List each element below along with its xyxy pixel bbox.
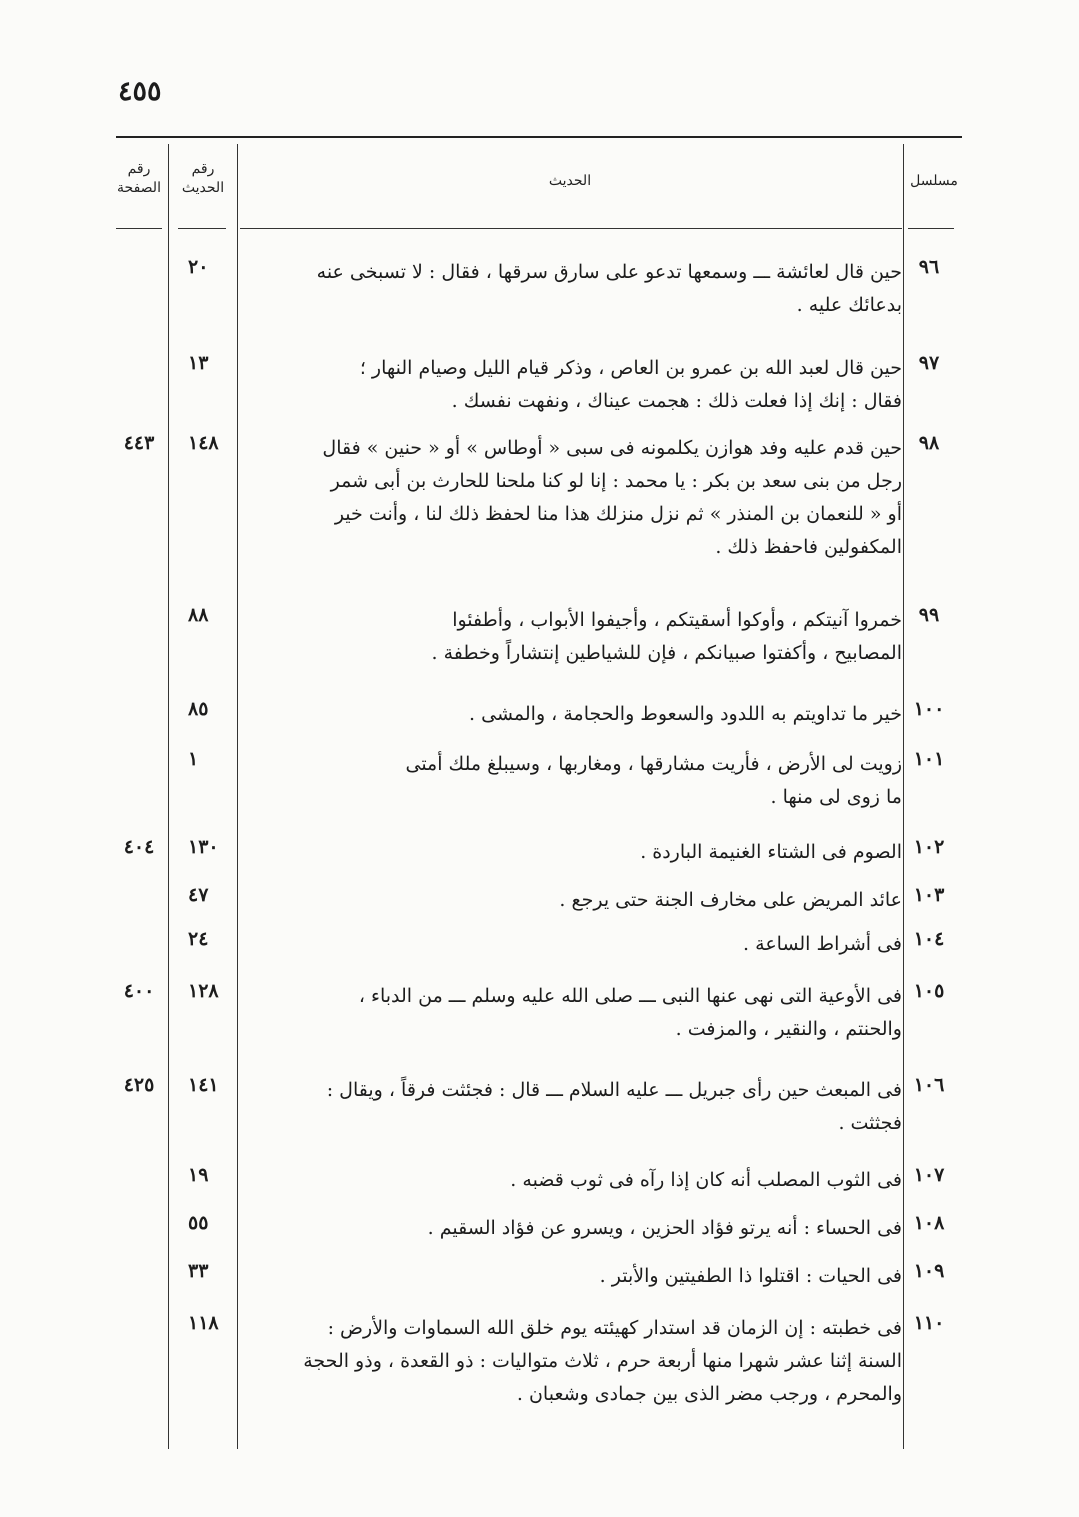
- header-underline-hadith: [240, 228, 902, 229]
- hadith-text: [248, 1212, 902, 1245]
- header-page-ref-line2: الصفحة: [117, 180, 161, 196]
- hadith-text-line: خير ما تداويتم به اللدود والسعوط والحجامة ، والمشى .: [469, 703, 902, 725]
- hadith-text-line: الصوم فى الشتاء الغنيمة الباردة .: [640, 841, 902, 863]
- hadith-text-line: فى المبعث حين رأى جبريل ـــ عليه السلام ـــ قال : فجئثت فرقاً ، ويقال :: [326, 1079, 902, 1101]
- hadith-number: ٥٥: [188, 1212, 209, 1234]
- hadith-text-line: عائد المريض على مخارف الجنة حتى يرجع .: [559, 889, 902, 911]
- serial-number: ١٠٢: [913, 836, 945, 858]
- hadith-text-line: المكفولين فاحفظ ذلك .: [715, 536, 902, 558]
- hadith-text: [248, 604, 902, 670]
- header-serial: مسلسل: [910, 173, 958, 189]
- hadith-text-line: خمروا آنيتكم ، وأوكوا أسقيتكم ، وأجيفوا الأبواب ، وأطفئوا: [452, 609, 902, 631]
- column-divider-hadith: [237, 144, 238, 1449]
- hadith-text: [248, 432, 902, 564]
- serial-number: ٩٨: [918, 432, 940, 454]
- hadith-text-line: بدعائك عليه .: [796, 294, 902, 316]
- serial-number: ١٠٠: [913, 698, 945, 720]
- hadith-text: [248, 836, 902, 869]
- page-reference: ٤٢٥: [123, 1074, 155, 1096]
- page-reference: ٤٤٣: [123, 432, 155, 454]
- hadith-number: ١١٨: [188, 1312, 219, 1334]
- serial-number: ١١٠: [913, 1312, 945, 1334]
- header-page-ref-line1: رقم: [127, 161, 151, 177]
- hadith-text-line: فى الحيات : اقتلوا ذا الطفيتين والأبتر .: [599, 1265, 902, 1287]
- hadith-text-line: رجل من بنى سعد بن بكر : يا محمد : إنا لو كنا ملحنا للحارث بن أبى شمر: [330, 470, 902, 492]
- column-divider-page: [168, 144, 169, 1449]
- hadith-number: ١٣: [188, 352, 209, 374]
- serial-number: ٩٩: [918, 604, 940, 626]
- hadith-text-line: حين قال لعبد الله بن عمرو بن العاص ، وذكر قيام الليل وصيام النهار ؛: [359, 357, 902, 379]
- hadith-number: ٤٧: [188, 884, 209, 906]
- hadith-number: ٢٠: [188, 256, 209, 278]
- serial-number: ١٠٩: [913, 1260, 945, 1282]
- hadith-number: ١٤١: [188, 1074, 219, 1096]
- hadith-text: [248, 1164, 902, 1197]
- column-divider-serial: [903, 144, 904, 1449]
- hadith-text-line: حين قال لعائشة ـــ وسمعها تدعو على سارق سرقها ، فقال : لا تسبخى عنه: [316, 261, 902, 283]
- hadith-number: ٨٨: [188, 604, 209, 626]
- hadith-text-line: فى الثوب المصلب أنه كان إذا رآه فى ثوب قضبه .: [510, 1169, 902, 1191]
- serial-number: ١٠٦: [913, 1074, 945, 1096]
- hadith-text-line: والحنتم ، والنقير ، والمزفت .: [675, 1018, 902, 1040]
- hadith-number: ٢٤: [188, 928, 209, 950]
- hadith-text-line: فى الحساء : أنه يرتو فؤاد الحزين ، ويسرو عن فؤاد السقيم .: [427, 1217, 902, 1239]
- serial-number: ١٠٣: [913, 884, 945, 906]
- hadith-number: ٨٥: [188, 698, 209, 720]
- hadith-text: [248, 352, 902, 418]
- hadith-text-line: فى أشراط الساعة .: [743, 933, 902, 955]
- hadith-number: ١٢٨: [188, 980, 219, 1002]
- serial-number: ١٠٧: [913, 1164, 945, 1186]
- header-underline-serial: [908, 228, 954, 229]
- hadith-text: [248, 1260, 902, 1293]
- header-hadith: الحديث: [548, 173, 592, 189]
- serial-number: ٩٦: [918, 256, 940, 278]
- hadith-text: [248, 1074, 902, 1140]
- hadith-text: [248, 748, 902, 814]
- hadith-text: [248, 980, 902, 1046]
- header-hadith-number: [172, 160, 234, 198]
- page-number: ٤٥٥: [118, 76, 162, 107]
- header-hadith-number-line2: الحديث: [181, 180, 225, 196]
- hadith-text: [248, 698, 902, 731]
- header-page-ref: [110, 160, 168, 198]
- hadith-text-line: فجثثت .: [838, 1112, 902, 1134]
- hadith-text-line: حين قدم عليه وفد هوازن يكلمونه فى سبى « أوطاس » أو « حنين » فقال: [322, 437, 902, 459]
- page-reference: ٤٠٤: [123, 836, 155, 858]
- hadith-number: ١: [188, 748, 199, 770]
- hadith-text-line: المصابيح ، وأكفتوا صبيانكم ، فإن للشياطين إنتشاراً وخطفة .: [431, 642, 902, 664]
- serial-number: ١٠٤: [913, 928, 945, 950]
- header-hadith-number-line1: رقم: [191, 161, 215, 177]
- hadith-text-line: أو « للنعمان بن المنذر » ثم نزل منزلك هذا منا لحفظ ذلك لنا ، وأنت خير: [334, 503, 902, 525]
- header-underline-hadith-number: [178, 228, 226, 229]
- hadith-text-line: فى الأوعية التى نهى عنها النبى ـــ صلى الله عليه وسلم ـــ من الدباء ،: [358, 985, 902, 1007]
- hadith-number: ٣٣: [188, 1260, 209, 1282]
- serial-number: ١٠٨: [913, 1212, 945, 1234]
- hadith-text-line: السنة إثنا عشر شهرا منها أربعة حرم ، ثلاث متواليات : ذو القعدة ، وذو الحجة: [303, 1350, 902, 1372]
- hadith-text: [248, 884, 902, 917]
- top-rule: [116, 136, 962, 138]
- page-reference: ٤٠٠: [123, 980, 155, 1002]
- hadith-text: [248, 256, 902, 322]
- hadith-number: ١٤٨: [188, 432, 219, 454]
- hadith-text-line: زويت لى الأرض ، فأريت مشارقها ، ومغاربها ، وسيبلغ ملك أمتى: [405, 753, 902, 775]
- hadith-text: [248, 928, 902, 961]
- serial-number: ١٠١: [913, 748, 945, 770]
- hadith-number: ١٩: [188, 1164, 209, 1186]
- hadith-text-line: ما زوى لى منها .: [770, 786, 902, 808]
- hadith-text-line: والمحرم ، ورجب مضر الذى بين جمادى وشعبان .: [516, 1383, 902, 1405]
- serial-number: ٩٧: [918, 352, 940, 374]
- hadith-text-line: فى خطبته : إن الزمان قد استدار كهيئته يوم خلق الله السماوات والأرض :: [327, 1317, 902, 1339]
- serial-number: ١٠٥: [913, 980, 945, 1002]
- header-underline-page-ref: [116, 228, 162, 229]
- hadith-text: [248, 1312, 902, 1411]
- hadith-number: ١٣٠: [188, 836, 219, 858]
- hadith-text-line: فقال : إنك إذا فعلت ذلك : هجمت عيناك ، ونفهت نفسك .: [451, 390, 902, 412]
